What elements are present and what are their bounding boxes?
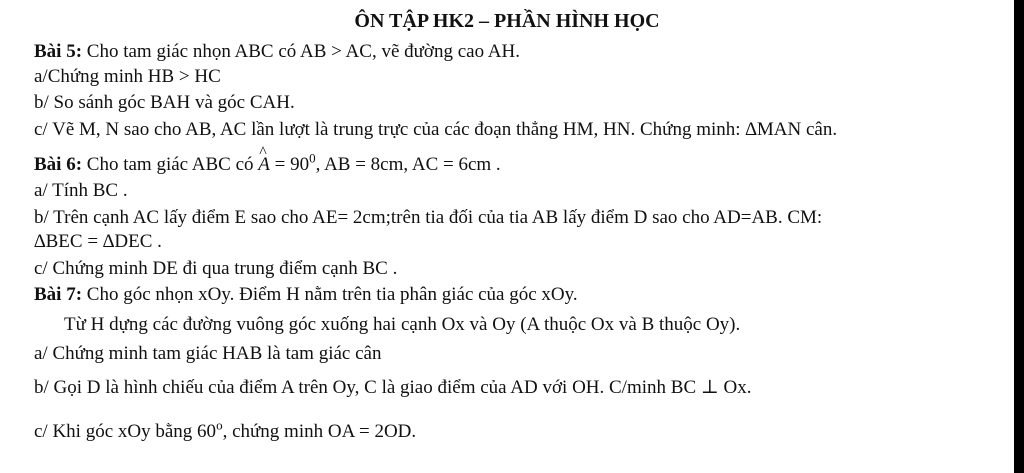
exercise-7-part-b: b/ Gọi D là hình chiếu của điểm A trên Oy, C là giao điểm của AD với OH. C/minh BC ⊥ Ox. (34, 377, 752, 398)
exercise-6-part-b-line2: ∆BEC = ∆DEC . (34, 231, 162, 252)
exercise-5-part-b: b/ So sánh góc BAH và góc CAH. (34, 92, 295, 113)
exercise-5-intro (34, 41, 520, 63)
exercise-7-part-c (34, 417, 417, 443)
exercise-6-part-c: c/ Chứng minh DE đi qua trung điểm cạnh BC . (34, 258, 398, 279)
exercise-6-part-a: a/ Tính BC . (34, 180, 128, 201)
exercise-6-part-b-line1: b/ Trên cạnh AC lấy điểm E sao cho AE= 2cm;trên tia đối của tia AB lấy điểm D sao cho AD=AB. CM: (34, 207, 823, 228)
page-title: ÔN TẬP HK2 – PHẦN HÌNH HỌC (354, 10, 660, 32)
exercise-7-part-c-pre: c/ Khi góc xOy bằng 60 (34, 421, 217, 442)
exercise-6-label: Bài 6: (34, 154, 83, 175)
exercise-7-intro-2: Từ H dựng các đường vuông góc xuống hai cạnh Ox và Oy (A thuộc Ox và B thuộc Oy). (64, 314, 741, 335)
angle-a-symbol: ^ A (258, 154, 270, 176)
exercise-6-text-post: , AB = 8cm, AC = 6cm . (315, 154, 501, 175)
exercise-6-intro (34, 150, 501, 176)
exercise-5-part-c: c/ Vẽ M, N sao cho AB, AC lần lượt là trung trực của các đoạn thẳng HM, HN. Chứng minh: ∆MAN cân. (34, 119, 838, 140)
exercise-7-intro (34, 284, 578, 306)
exercise-7-part-c-post: , chứng minh OA = 2OD. (222, 421, 417, 442)
exercise-5-label: Bài 5: (34, 41, 83, 62)
exercise-5-text: Cho tam giác nhọn ABC có AB > AC, vẽ đường cao AH. (82, 41, 520, 62)
angle-a-degree: 0 (309, 150, 316, 166)
exercise-5-part-a: a/Chứng minh HB > HC (34, 66, 221, 87)
exercise-7-degree: o (216, 417, 223, 433)
exercise-6-text-pre: Cho tam giác ABC có (82, 154, 259, 175)
exercise-7-part-a: a/ Chứng minh tam giác HAB là tam giác cân (34, 343, 382, 364)
angle-a-equals: = 90 (269, 154, 310, 175)
exercise-7-label: Bài 7: (34, 284, 83, 305)
exercise-7-text: Cho góc nhọn xOy. Điểm H nằm trên tia phân giác của góc xOy. (82, 284, 578, 305)
